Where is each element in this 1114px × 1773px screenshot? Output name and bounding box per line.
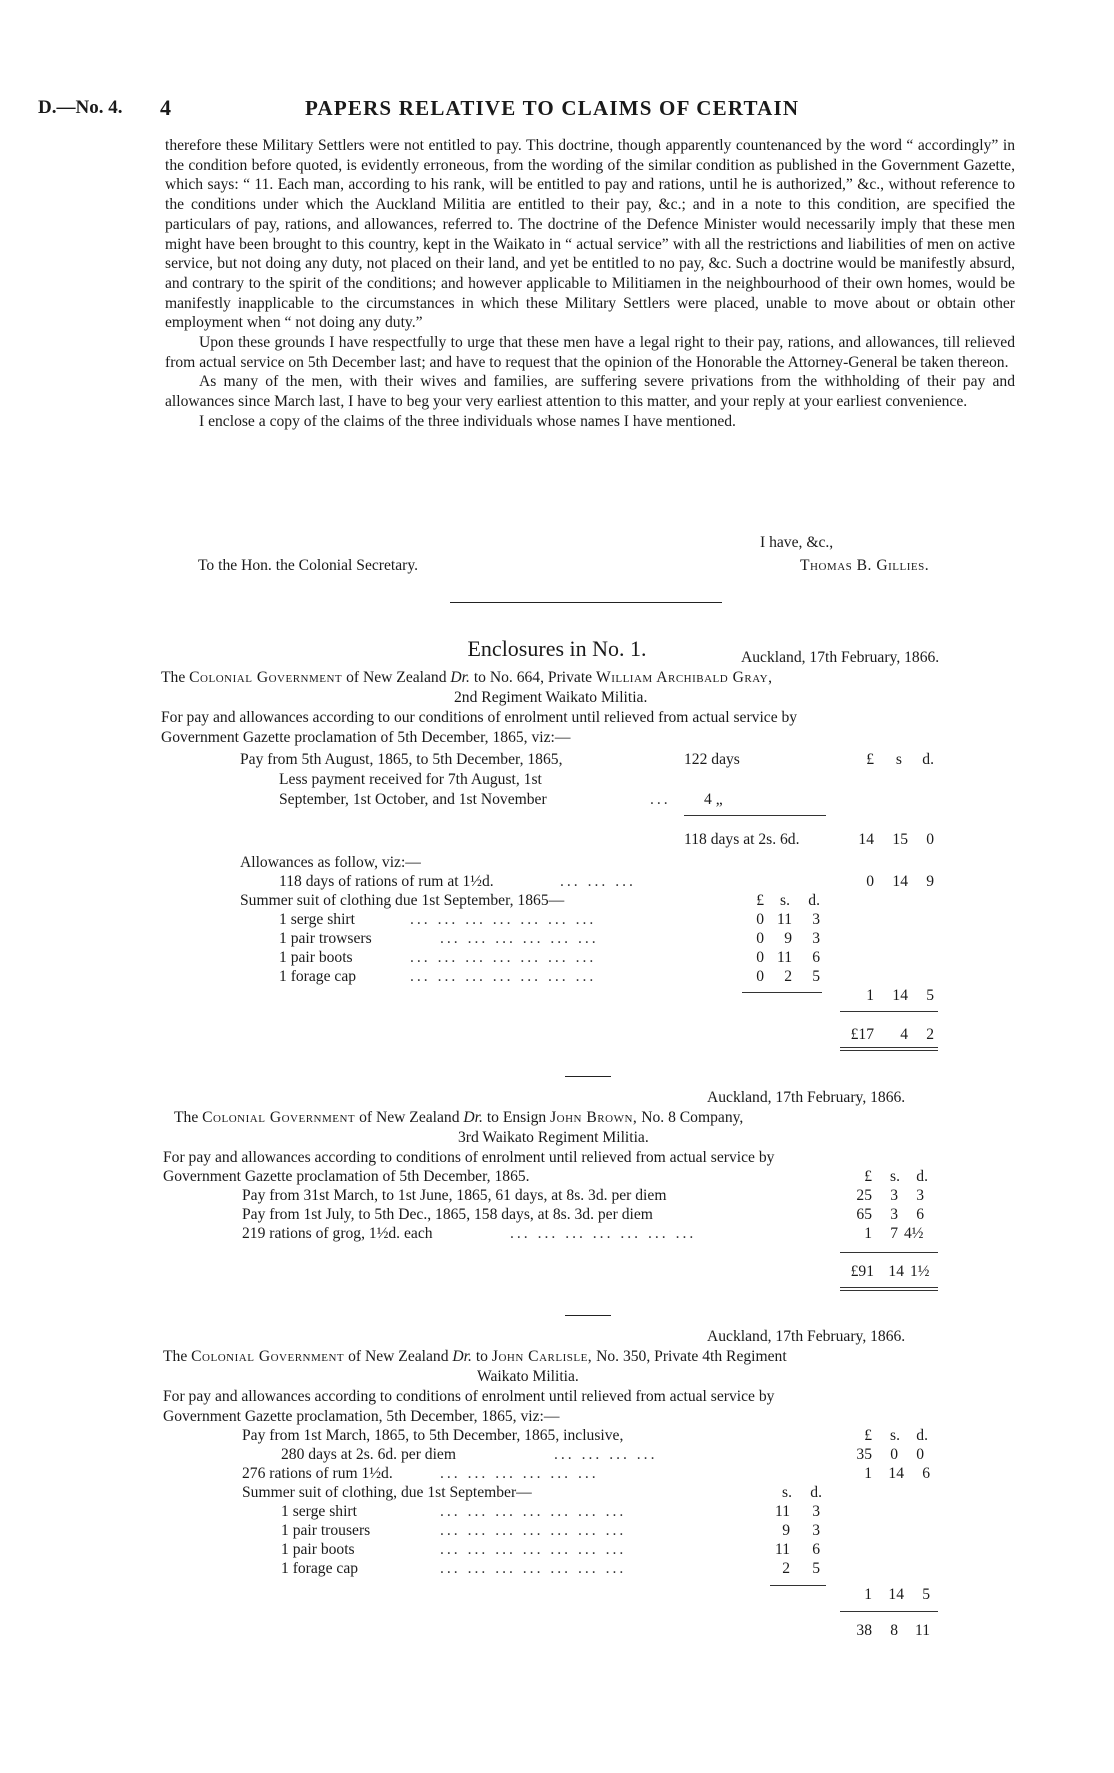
claim3-for-line1: For pay and allowances according to conditions of enrolment until relieved from actual service by [163, 1388, 775, 1405]
claim1-less-row2: September, 1st October, and 1st November ... 4 „ [279, 791, 723, 808]
claim3-clothing-row: Summer suit of clothing, due 1st September— s. d. [242, 1484, 822, 1501]
letter-closing: I have, &c., [760, 534, 834, 551]
claim1-rum-row: 118 days of rations of rum at 1½d. ... ... ... 0 14 9 [279, 873, 934, 890]
claim1-item-row: 1 pair boots ... ... ... ... ... ... ... 0 11 6 [279, 949, 820, 966]
claim3-item-row: 1 pair trousers ... ... ... ... ... ... ... 9 3 [281, 1522, 820, 1539]
claim1-place-date: Auckland, 17th February, 1866. [741, 649, 940, 666]
claim1-for-line1: For pay and allowances according to our conditions of enrolment until relieved from actual service by [161, 709, 798, 726]
claim2-item-row: 219 rations of grog, 1½d. each ... ... ... ... ... ... ... 1 7 4½ [242, 1225, 924, 1242]
claim2-double-rule [840, 1287, 938, 1288]
enclosures-title: Enclosures in No. 1. [467, 636, 647, 661]
page-number: 4 [160, 95, 171, 120]
claim2-for-line1: For pay and allowances according to conditions of enrolment until relieved from actual service by [163, 1149, 775, 1166]
claim3-for-line2: Government Gazette proclamation, 5th December, 1865, viz:— [163, 1408, 560, 1425]
claim2-total-row: £91 14 1½ [850, 1263, 930, 1280]
claim3-item-row: 1 forage cap ... ... ... ... ... ... ... 2 5 [281, 1560, 820, 1577]
section-divider [450, 602, 722, 603]
claim3-item-row: 1 serge shirt ... ... ... ... ... ... ... 11 3 [281, 1503, 820, 1520]
claim1-clothing-row: Summer suit of clothing due 1st September, 1865— £ s. d. [240, 892, 820, 909]
claim3-total-rule [840, 1611, 938, 1612]
claim2-item-row: Pay from 31st March, to 1st June, 1865, 61 days, at 8s. 3d. per diem 25 3 3 [242, 1187, 924, 1204]
claim2-heading-line2: 3rd Waikato Regiment Militia. [458, 1129, 649, 1146]
claim1-double-rule [840, 1047, 938, 1048]
running-title: PAPERS RELATIVE TO CLAIMS OF CERTAIN [305, 96, 800, 120]
claim1-heading-line1: The Colonial Government of New Zealand Dr. to No. 664, Private William Archibald Gray, [161, 669, 773, 686]
claim1-less-row1: Less payment received for 7th August, 1st [279, 771, 542, 788]
claim1-total-row: £17 4 2 [850, 1026, 934, 1043]
claim2-for-line2-row: Government Gazette proclamation of 5th December, 1865. £ s. d. [163, 1168, 928, 1185]
letter-addressee: To the Hon. the Colonial Secretary. [198, 557, 419, 574]
claim2-total-rule [840, 1252, 938, 1253]
claim3-clothing-total-row: 1 14 5 [864, 1586, 930, 1603]
claim1-days-rule [684, 815, 826, 816]
claim1-total-rule [840, 1011, 938, 1012]
claim1-pay-row: Pay from 5th August, 1865, to 5th December, 1865, 122 days £ s d. [240, 751, 934, 768]
claim2-item-row: Pay from 1st July, to 5th Dec., 1865, 158 days, at 8s. 3d. per diem 65 3 6 [242, 1206, 924, 1223]
claim3-item-row: 1 pair boots ... ... ... ... ... ... ... 11 6 [281, 1541, 820, 1558]
claim1-for-line2: Government Gazette proclamation of 5th December, 1865, viz:— [161, 729, 571, 746]
claim1-clothing-total-row: 1 14 5 [866, 987, 934, 1004]
letter-paragraph-4: I enclose a copy of the claims of the three individuals whose names I have mentioned. [199, 412, 736, 430]
claim2-double-rule [840, 1290, 938, 1291]
letter-paragraph-1: therefore these Military Settlers were not entitled to pay. This doctrine, though apparently countenanced by the word “ accordingly” in the condition before quoted, is evidently erroneous, from the wording of the similar condition as published in the Government Gazette, which says: “ 11. Each man, according to his rank, will be entitled to pay and rations, until he is authorized,” &c., without reference to the conditions under which the Auckland Militia are entitled to their pay, &c.; and in a note to this condition, are specified the particulars of pay, rations, and allowances, referred to. The doctrine of the Defence Minister would necessarily imply that these men might have been brought to this country, kept in the Waikato in “ actual service” with all the restrictions and liabilities of men on active service, but not doing any duty, not placed on their land, and yet be entitled to no pay, &c. Such a doctrine would be manifestly absurd, and contrary to the spirit of the conditions; and however applicable to Militiamen in the neighbourhood of their own homes, would be manifestly inapplicable to the circumstances in which these Military Settlers were placed, unable to move about or obtain other employment when “ not doing any duty.” [165, 137, 1015, 332]
claim2-place-date: Auckland, 17th February, 1866. [707, 1089, 906, 1106]
claim1-item-row: 1 serge shirt ... ... ... ... ... ... ... 0 11 3 [279, 911, 820, 928]
document-code: D.—No. 4. [38, 97, 123, 118]
claim3-rum-row: 276 rations of rum 1½d. ... ... ... ... ... ... 1 14 6 [242, 1465, 930, 1482]
claim2-heading-line1: The Colonial Government of New Zealand Dr. to Ensign John Brown, No. 8 Company, [174, 1109, 744, 1126]
claim3-heading-line2: Waikato Militia. [477, 1368, 579, 1385]
letter-paragraph-3: As many of the men, with their wives and families, are suffering severe privations from the withholding of their pay and allowances since March last, I have to beg your very earliest attention to this matter, and your reply at your earliest convenience. [165, 373, 1015, 411]
claim3-days-row: 280 days at 2s. 6d. per diem ... ... ... ... 35 0 0 [281, 1446, 924, 1463]
claim3-heading-line1: The Colonial Government of New Zealand Dr. to John Carlisle, No. 350, Private 4th Regiment [163, 1348, 787, 1365]
letter-signature: Thomas B. Gillies. [800, 557, 930, 574]
claim1-heading-line2: 2nd Regiment Waikato Militia. [454, 689, 648, 706]
claim3-total-row: 38 8 11 [856, 1622, 930, 1639]
claim1-allowances-row: Allowances as follow, viz:— [240, 854, 421, 871]
claim3-pay-row: Pay from 1st March, 1865, to 5th December, 1865, inclusive, £ s. d. [242, 1427, 928, 1444]
letter-paragraph-2: Upon these grounds I have respectfully to urge that these men have a legal right to their pay, rations, and allowances, till relieved from actual service on 5th December last; and have to request that the opinion of the Honorable the Attorney-General be taken thereon. [165, 334, 1015, 371]
claim3-place-date: Auckland, 17th February, 1866. [707, 1328, 906, 1345]
claim1-item-row: 1 pair trowsers ... ... ... ... ... ... 0 9 3 [279, 930, 820, 947]
claim1-item-row: 1 forage cap ... ... ... ... ... ... ... 0 2 5 [279, 968, 820, 985]
claim-divider [565, 1076, 611, 1077]
claim1-net-row: 118 days at 2s. 6d. 14 15 0 [684, 831, 934, 848]
claim1-double-rule [840, 1050, 938, 1051]
claim-divider [565, 1315, 611, 1316]
letter-body [165, 136, 1015, 432]
